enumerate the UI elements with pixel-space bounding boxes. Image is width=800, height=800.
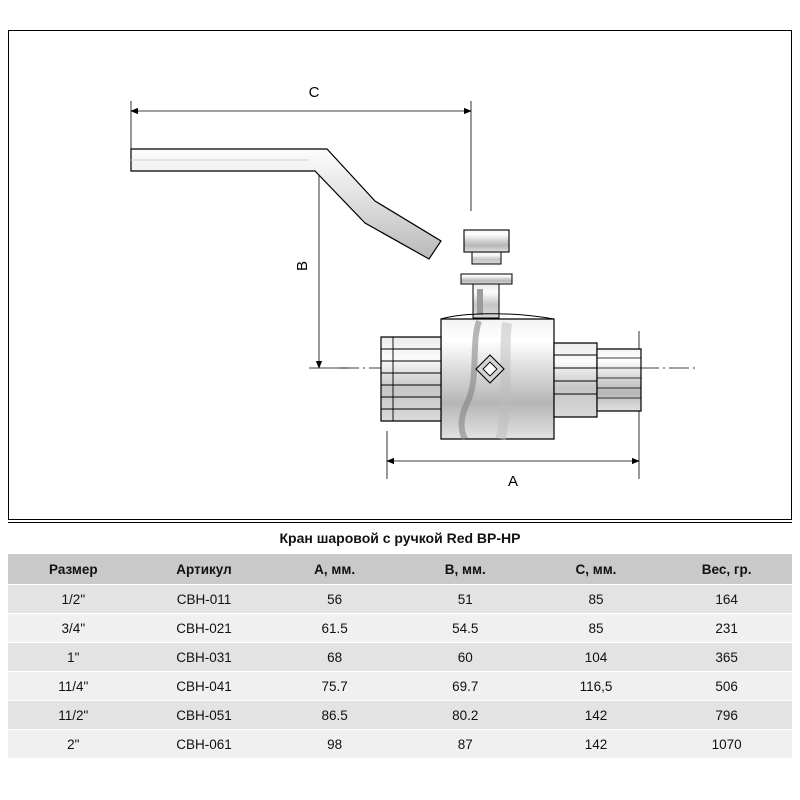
cell-size: 11/2" — [8, 701, 139, 730]
cell-a: 56 — [269, 585, 400, 614]
cell-a: 75.7 — [269, 672, 400, 701]
table-title-row — [8, 523, 792, 554]
cell-weight: 506 — [661, 672, 792, 701]
table-row — [8, 643, 792, 672]
cell-article: CBH-051 — [139, 701, 270, 730]
spec-table-container — [8, 522, 792, 759]
cell-weight: 231 — [661, 614, 792, 643]
col-header-article: Артикул — [139, 554, 270, 585]
cell-size: 1" — [8, 643, 139, 672]
cell-b: 60 — [400, 643, 531, 672]
cell-size: 11/4" — [8, 672, 139, 701]
col-header-b: B, мм. — [400, 554, 531, 585]
cell-b: 51 — [400, 585, 531, 614]
col-header-weight: Вес, гр. — [661, 554, 792, 585]
table-row — [8, 614, 792, 643]
cell-size: 2" — [8, 730, 139, 759]
cell-b: 87 — [400, 730, 531, 759]
cell-article: CBH-011 — [139, 585, 270, 614]
table-header-row — [8, 554, 792, 585]
cell-weight: 164 — [661, 585, 792, 614]
cell-b: 69.7 — [400, 672, 531, 701]
valve-stem — [461, 230, 512, 318]
table-row — [8, 701, 792, 730]
cell-c: 116,5 — [531, 672, 662, 701]
cell-weight: 1070 — [661, 730, 792, 759]
cell-article: CBH-031 — [139, 643, 270, 672]
col-header-size: Размер — [8, 554, 139, 585]
table-title: Кран шаровой с ручкой Red ВР-НР — [8, 523, 792, 554]
cell-c: 85 — [531, 585, 662, 614]
cell-a: 61.5 — [269, 614, 400, 643]
cell-a: 68 — [269, 643, 400, 672]
dimension-label-c: C — [308, 84, 320, 101]
table-row — [8, 585, 792, 614]
valve-drawing-panel — [8, 30, 792, 520]
cell-size: 1/2" — [8, 585, 139, 614]
cell-a: 98 — [269, 730, 400, 759]
cell-size: 3/4" — [8, 614, 139, 643]
table-row — [8, 672, 792, 701]
spec-table — [8, 522, 792, 759]
valve-body — [381, 314, 641, 439]
cell-a: 86.5 — [269, 701, 400, 730]
cell-article: CBH-061 — [139, 730, 270, 759]
cell-article: CBH-021 — [139, 614, 270, 643]
cell-b: 80.2 — [400, 701, 531, 730]
dimension-label-a: A — [507, 473, 519, 490]
cell-c: 85 — [531, 614, 662, 643]
valve-lever — [131, 149, 441, 259]
dimension-label-b: B — [294, 260, 311, 272]
col-header-a: A, мм. — [269, 554, 400, 585]
cell-c: 142 — [531, 730, 662, 759]
valve-technical-drawing — [9, 31, 791, 519]
table-row — [8, 730, 792, 759]
cell-article: CBH-041 — [139, 672, 270, 701]
cell-weight: 365 — [661, 643, 792, 672]
cell-b: 54.5 — [400, 614, 531, 643]
cell-c: 142 — [531, 701, 662, 730]
col-header-c: C, мм. — [531, 554, 662, 585]
cell-weight: 796 — [661, 701, 792, 730]
cell-c: 104 — [531, 643, 662, 672]
